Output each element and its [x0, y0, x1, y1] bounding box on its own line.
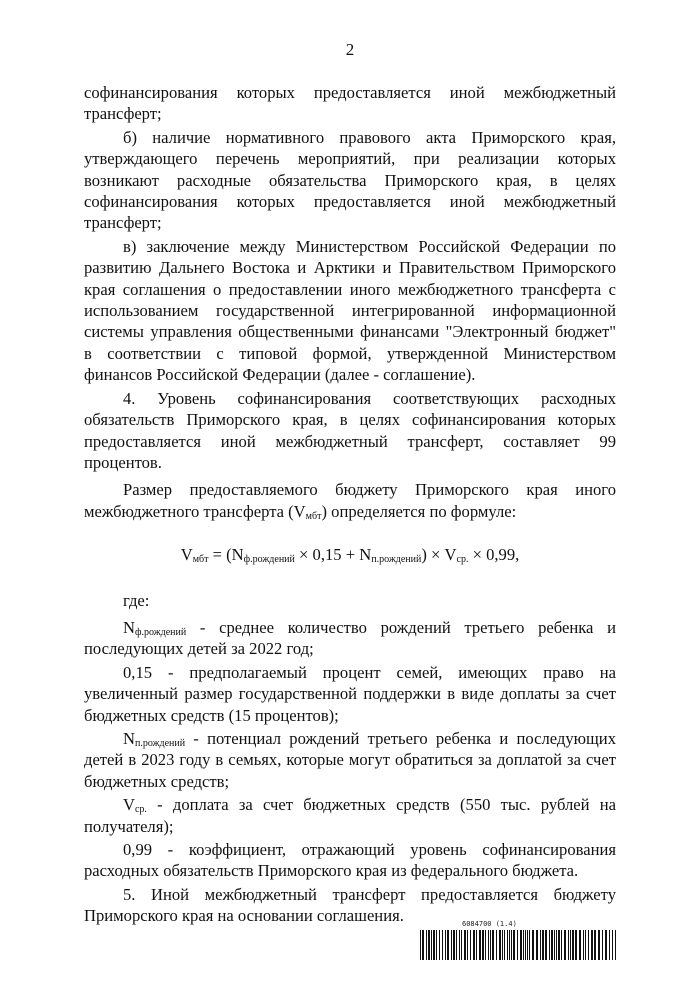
paragraph-transfer-size: [84, 479, 616, 522]
definition-text: - доплата за счет бюджетных средств (550 тыс. рублей на получателя);: [84, 795, 616, 836]
definition-text: - потенциал рождений третьего ребенка и последующих детей в 2023 году в семьях, которые могут обратиться за доплатой за счет бюджетных средств;: [84, 728, 616, 791]
definition-symbol: 0,99: [123, 840, 153, 859]
barcode-icon: [420, 930, 616, 960]
definition-percent: [84, 662, 616, 726]
definition-subscript: ср.: [134, 804, 147, 816]
transfer-size-text-end: ) определяется по формуле:: [321, 501, 517, 521]
definition-symbol: 0,15: [123, 662, 153, 682]
transfer-size-subscript: мбт: [305, 510, 322, 522]
paragraph-item-b: б) наличие нормативного правового акта Приморского края, утверждающего перечень мероприятий, при реализации которых возникают расходные обязательства Приморского края, в целях софинансирования которых предоставляется иной межбюджетный трансферт;: [84, 127, 616, 233]
barcode-id: 6084700 (1.4): [462, 920, 517, 928]
definition-subscript: п.рождений: [134, 737, 186, 749]
formula-v-sub: мбт: [192, 554, 209, 566]
formula-tail: × 0,99,: [468, 545, 520, 565]
barcode-area: [420, 920, 616, 964]
definition-coefficient: [84, 839, 616, 882]
page-number: 2: [345, 40, 355, 59]
paragraph-where: где:: [123, 590, 150, 610]
definition-text: - коэффициент, отражающий уровень софинансирования расходных обязательств Приморского края из федерального бюджета.: [84, 840, 616, 881]
definition-subscript: ф.рождений: [134, 626, 187, 638]
formula-n1-sub: ф.рождений: [243, 554, 295, 566]
definition-n-potential: [84, 728, 616, 792]
formula-close: ) × V: [421, 545, 457, 565]
document-body: [84, 82, 616, 927]
paragraph-item-v: в) заключение между Министерством Российской Федерации по развитию Дальнего Востока и Арктики и Правительством Приморского края соглашения о предоставлении иного межбюджетного трансферта с использованием государственной интегрированной информационной системы управления общественными финансами "Электронный бюджет" в соответствии с типовой формой, утвержденной Министерством финансов Российской Федерации (далее - соглашение).: [84, 236, 616, 385]
definition-symbol: N: [123, 617, 135, 637]
definition-v-payment: [84, 794, 616, 837]
transfer-size-text-start: Размер предоставляемого бюджету Приморского края иного межбюджетного трансферта (V: [84, 480, 616, 521]
formula-eq-open: = (N: [208, 545, 244, 565]
paragraph-point-4: 4. Уровень софинансирования соответствующих расходных обязательств Приморского края, в целях софинансирования которых предоставляется иной межбюджетный трансферт, составляет 99 процентов.: [84, 388, 616, 472]
definition-symbol: N: [123, 728, 135, 748]
paragraph-cofinancing-end: софинансирования которых предоставляется иной межбюджетный трансферт;: [84, 83, 616, 124]
formula-v: V: [180, 545, 193, 565]
definition-symbol: V: [123, 795, 135, 815]
formula-vcp-sub: ср.: [456, 554, 469, 566]
formula: [84, 544, 616, 565]
formula-mid: × 0,15 + N: [294, 545, 372, 565]
definition-text: - среднее количество рождений третьего ребенка и последующих детей за 2022 год;: [84, 617, 616, 659]
definition-text: - предполагаемый процент семей, имеющих право на увеличенный размер государственной поддержки в виде доплаты за счет бюджетных средств (15 процентов);: [84, 662, 616, 725]
formula-n2-sub: п.рождений: [371, 554, 422, 566]
definition-n-births: [84, 617, 616, 660]
paragraph-point-5: 5. Иной межбюджетный трансферт предоставляется бюджету Приморского края на основании соглашения.: [84, 884, 616, 926]
